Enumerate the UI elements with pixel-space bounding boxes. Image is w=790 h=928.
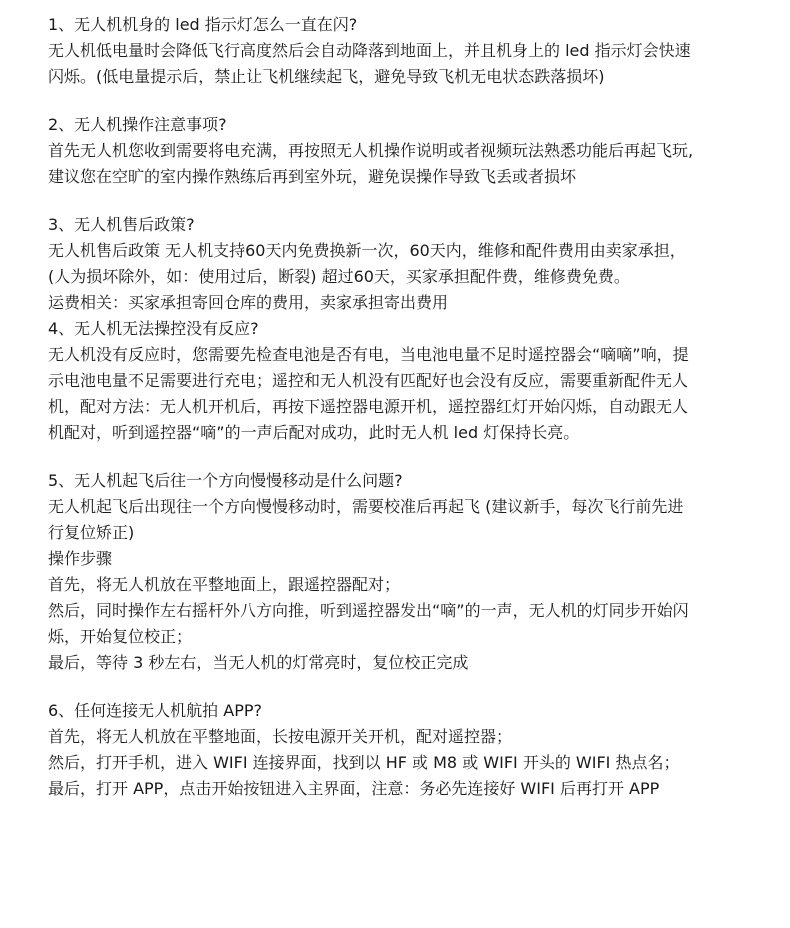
section-heading: 5、无人机起飞后往一个方向慢慢移动是什么问题? bbox=[48, 471, 403, 490]
section-text-line: (人为损坏除外，如：使用过后，断裂) 超过60天，买家承担配件费，维修费免费。 bbox=[48, 267, 630, 286]
section-spacer bbox=[48, 446, 760, 468]
section-text-line: 无人机起飞后出现往一个方向慢慢移动时，需要校准后再起飞 (建议新手，每次飞行前先进 bbox=[48, 497, 684, 516]
section-text-line: 然后，同时操作左右摇杆外八方向推，听到遥控器发出“嘀”的一声，无人机的灯同步开始闪 bbox=[48, 601, 689, 620]
section-text-line: 机配对，听到遥控器“嘀”的一声后配对成功，此时无人机 led 灯保持长亮。 bbox=[48, 423, 580, 442]
faq-section-3 bbox=[48, 212, 760, 316]
section-spacer bbox=[48, 676, 760, 698]
section-spacer bbox=[48, 190, 760, 212]
section-text-line: 运费相关：买家承担寄回仓库的费用，卖家承担寄出费用 bbox=[48, 293, 449, 312]
section-text-line: 无人机售后政策 无人机支持60天内免费换新一次，60天内，维修和配件费用由卖家承担， bbox=[48, 241, 686, 260]
section-text-line: 最后，等待 3 秒左右，当无人机的灯常亮时，复位校正完成 bbox=[48, 653, 469, 672]
section-text-line: 然后，打开手机，进入 WIFI 连接界面，找到以 HF 或 M8 或 WIFI 开头的 WIFI 热点名； bbox=[48, 753, 680, 772]
section-heading: 1、无人机机身的 led 指示灯怎么一直在闪? bbox=[48, 15, 358, 34]
section-heading: 4、无人机无法操控没有反应? bbox=[48, 319, 259, 338]
section-text-line: 示电池电量不足需要进行充电；遥控和无人机没有匹配好也会没有反应，需要重新配件无人 bbox=[48, 371, 689, 390]
faq-document bbox=[48, 12, 760, 802]
section-text-line: 烁，开始复位校正； bbox=[48, 627, 193, 646]
section-heading: 2、无人机操作注意事项? bbox=[48, 115, 227, 134]
section-text-line: 行复位矫正) bbox=[48, 523, 135, 542]
faq-section-6 bbox=[48, 698, 760, 802]
section-text-line: 操作步骤 bbox=[48, 549, 113, 568]
faq-section-1 bbox=[48, 12, 760, 90]
section-spacer bbox=[48, 90, 760, 112]
section-text-line: 无人机没有反应时，您需要先检查电池是否有电，当电池电量不足时遥控器会“嘀嘀”响，提 bbox=[48, 345, 689, 364]
section-text-line: 无人机低电量时会降低飞行高度然后会自动降落到地面上，并且机身上的 led 指示灯会快速 bbox=[48, 41, 691, 60]
section-text-line: 首先，将无人机放在平整地面，长按电源开关开机，配对遥控器； bbox=[48, 727, 513, 746]
section-text-line: 建议您在空旷的室内操作熟练后再到室外玩，避免误操作导致飞丢或者损坏 bbox=[48, 167, 577, 186]
faq-section-4 bbox=[48, 316, 760, 446]
section-heading: 3、无人机售后政策? bbox=[48, 215, 195, 234]
section-text-line: 最后，打开 APP，点击开始按钮进入主界面，注意：务必先连接好 WIFI 后再打开 APP bbox=[48, 779, 660, 798]
faq-section-5 bbox=[48, 468, 760, 676]
section-text-line: 首先无人机您收到需要将电充满，再按照无人机操作说明或者视频玩法熟悉功能后再起飞玩, bbox=[48, 141, 694, 160]
section-text-line: 首先，将无人机放在平整地面上，跟遥控器配对； bbox=[48, 575, 401, 594]
faq-section-2 bbox=[48, 112, 760, 190]
section-text-line: 闪烁。(低电量提示后，禁止让飞机继续起飞，避免导致飞机无电状态跌落损坏) bbox=[48, 67, 605, 86]
section-text-line: 机，配对方法：无人机开机后，再按下遥控器电源开机，遥控器红灯开始闪烁，自动跟无人 bbox=[48, 397, 689, 416]
section-heading: 6、任何连接无人机航拍 APP? bbox=[48, 701, 263, 720]
